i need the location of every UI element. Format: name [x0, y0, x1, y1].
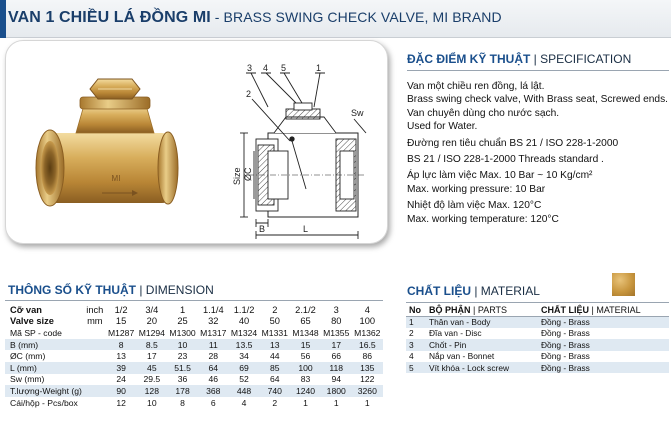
- callout-1: 1: [316, 63, 322, 73]
- material-row: [406, 362, 669, 373]
- dimension-cell: 3/4: [145, 304, 159, 315]
- dimension-row: [5, 350, 383, 362]
- material-no: 3: [406, 339, 426, 350]
- material-part: Đĩa van - Disc: [429, 328, 482, 339]
- label-phi-c: ØC: [243, 167, 253, 181]
- dimension-cell: 2: [272, 397, 278, 408]
- dimension-cell: 17: [321, 339, 352, 351]
- brass-swatch: [612, 273, 635, 296]
- dimension-heading-en: DIMENSION: [145, 283, 214, 297]
- dimension-cell: 86: [362, 351, 373, 362]
- dimension-cell: 178: [167, 385, 198, 397]
- material-no: 1: [406, 316, 426, 327]
- dimension-row-label: B (mm): [5, 339, 84, 351]
- title-en: - BRASS SWING CHECK VALVE, MI BRAND: [210, 9, 502, 25]
- dimension-cell: 1240: [290, 385, 321, 397]
- dimension-cell: M1294: [138, 327, 165, 338]
- dimension-cell: 29.5: [143, 374, 161, 385]
- material-heading-vi: CHẤT LIỆU: [407, 284, 471, 298]
- material-col-material-vi: CHẤT LIỆU: [541, 305, 589, 316]
- dimension-cell: 56: [300, 351, 311, 362]
- product-photo-panel: [5, 40, 388, 244]
- dimension-cell: 15: [115, 316, 127, 327]
- dimension-cell: 12: [116, 397, 126, 408]
- material-divider: [406, 302, 669, 303]
- dimension-cell: 2: [272, 304, 278, 315]
- dimension-cell: 36: [177, 374, 188, 385]
- dimension-cell: 64: [269, 374, 280, 385]
- dimension-cell: 13: [116, 351, 126, 362]
- dimension-cell: 45: [136, 362, 167, 374]
- dimension-cell: 3: [333, 304, 339, 315]
- dimension-cell: 1/2: [114, 304, 128, 315]
- material-row: [406, 351, 669, 362]
- material-row: [406, 328, 669, 339]
- callout-5: 5: [281, 63, 287, 73]
- spec-line: Used for Water.: [407, 121, 478, 133]
- dimension-row: [5, 362, 383, 374]
- material-part: Thân van - Body: [426, 316, 538, 327]
- label-size: Size: [232, 167, 242, 185]
- dimension-cell: 1: [333, 397, 339, 408]
- dimension-cell: 2.1/2: [295, 304, 316, 315]
- material-col-part-vi: BỘ PHẬN: [429, 305, 471, 316]
- dimension-row-label: Cái/hộp - Pcs/box: [10, 397, 78, 408]
- dimension-row-unit: [84, 327, 106, 339]
- material-value: Đồng - Brass: [541, 328, 590, 339]
- spec-line: Max. working pressure: 10 Bar: [407, 183, 546, 195]
- dimension-row-unit: [84, 339, 106, 351]
- spec-line: Áp lực làm việc Max. 10 Bar ~ 10 Kg/cm²: [407, 170, 593, 182]
- material-value: Đồng - Brass: [541, 351, 590, 362]
- spec-text: [407, 80, 669, 226]
- dimension-cell: 1: [364, 397, 370, 408]
- dimension-row-unit: [84, 362, 106, 374]
- dimension-cell: 8: [106, 339, 137, 351]
- dimension-cell: 85: [259, 362, 290, 374]
- dimension-row-label: L (mm): [5, 362, 84, 374]
- dimension-row-label: Valve size: [10, 316, 54, 327]
- dimension-cell: 1: [179, 304, 186, 315]
- dimension-heading-vi: THÔNG SỐ KỸ THUẬT: [8, 283, 136, 297]
- spec-divider: [407, 70, 669, 71]
- spec-line: Max. working temperature: 120°C: [407, 213, 559, 225]
- spec-line: Brass swing check valve, With Brass seat, Screwed ends.: [407, 94, 669, 106]
- dimension-row: [5, 385, 383, 397]
- dimension-cell: 1800: [321, 385, 352, 397]
- dimension-cell: 32: [208, 316, 219, 327]
- material-col-material-en: MATERIAL: [596, 305, 641, 316]
- valve-photo: [36, 79, 178, 206]
- material-row: [406, 339, 669, 350]
- dimension-cell: 83: [300, 374, 311, 385]
- dimension-cell: 740: [259, 385, 290, 397]
- valve-illustration: [6, 41, 388, 244]
- material-heading: CHẤT LIỆU | MATERIAL: [407, 284, 540, 298]
- title-bar: [0, 0, 671, 38]
- dimension-cell: 100: [290, 362, 321, 374]
- dimension-row: [5, 339, 383, 351]
- dimension-cell: 448: [229, 385, 260, 397]
- title-vi: VAN 1 CHIỀU LÁ ĐỒNG MI: [8, 9, 211, 26]
- callout-3: 3: [247, 63, 253, 73]
- spec-line: Nhiệt độ làm việc Max. 120°C: [407, 200, 542, 212]
- dimension-cell: 90: [106, 385, 137, 397]
- dimension-cell: 44: [269, 351, 280, 362]
- material-heading-en: MATERIAL: [480, 284, 540, 298]
- dimension-cell: M1362: [354, 327, 381, 338]
- dimension-cell: 52: [239, 374, 249, 385]
- callout-4: 4: [263, 63, 269, 73]
- material-col-no: No: [406, 305, 426, 316]
- dimension-heading: THÔNG SỐ KỸ THUẬT | DIMENSION: [8, 283, 214, 297]
- label-sw: Sw: [351, 108, 364, 118]
- spec-line: Van một chiều ren đồng, lá lật.: [407, 81, 545, 92]
- dimension-cell: 80: [331, 316, 342, 327]
- material-part: Nắp van - Bonnet: [429, 351, 495, 362]
- material-part: Chốt - Pin: [426, 339, 538, 350]
- dimension-cell: 46: [208, 374, 219, 385]
- dimension-row: [5, 374, 383, 386]
- dimension-cell: 25: [177, 316, 188, 327]
- material-row: [406, 316, 669, 327]
- dimension-row-unit: [84, 374, 106, 386]
- dimension-row-label: ØC (mm): [10, 351, 46, 362]
- dimension-cell: 40: [238, 316, 250, 327]
- dimension-cell: 4: [241, 397, 247, 408]
- label-l: L: [303, 224, 309, 234]
- material-col-material: CHẤT LIỆU | MATERIAL: [538, 305, 669, 316]
- dimension-row-label: Mã SP - code: [10, 327, 62, 338]
- dimension-cell: 368: [198, 385, 229, 397]
- dimension-cell: 15: [290, 339, 321, 351]
- dimension-cell: 1.1/2: [233, 304, 255, 315]
- dimension-cell: 10: [147, 397, 157, 408]
- dimension-cell: 100: [359, 316, 376, 327]
- dimension-cell: 28: [208, 351, 219, 362]
- material-header-row: [406, 305, 669, 316]
- dimension-cell: 39: [106, 362, 137, 374]
- material-no: 2: [409, 328, 414, 339]
- dimension-cell: 34: [239, 351, 249, 362]
- spec-line: BS 21 / ISO 228-1-2000 Threads standard .: [407, 154, 604, 166]
- dimension-cell: 8: [180, 397, 185, 408]
- dimension-row-label: T.lượng-Weight (g): [5, 385, 84, 397]
- dimension-row: [5, 327, 383, 339]
- dimension-cell: 11: [198, 339, 229, 351]
- dimension-cell: 118: [321, 362, 352, 374]
- dimension-row: [5, 316, 383, 328]
- material-value: Đồng - Brass: [538, 316, 669, 327]
- dimension-cell: 128: [136, 385, 167, 397]
- dimension-cell: M1287: [107, 327, 135, 338]
- material-no: 4: [409, 351, 414, 362]
- label-b: B: [259, 224, 266, 234]
- dimension-row-unit: inch: [86, 304, 104, 315]
- dimension-cell: 6: [210, 397, 216, 408]
- material-value: Đồng - Brass: [538, 362, 669, 373]
- dimension-row-unit: [84, 385, 106, 397]
- dimension-cell: 13: [259, 339, 290, 351]
- dimension-cell: M1317: [200, 327, 227, 338]
- dimension-table: [5, 304, 383, 408]
- material-table: [406, 305, 669, 373]
- dimension-cell: M1324: [230, 327, 258, 338]
- dimension-cell: 65: [300, 316, 311, 327]
- dimension-cell: 3260: [352, 385, 383, 397]
- spec-heading-en: SPECIFICATION: [540, 52, 632, 66]
- dimension-cell: 66: [331, 351, 342, 362]
- dimension-cell: M1331: [261, 327, 288, 338]
- dimension-row-label: Cỡ van: [10, 304, 42, 315]
- dimension-cell: 23: [177, 351, 188, 362]
- dimension-row: [5, 304, 383, 316]
- dimension-cell: 4: [364, 304, 370, 315]
- spec-line: Đường ren tiêu chuẩn BS 21 / ISO 228-1-2000: [407, 137, 619, 149]
- dimension-cell: M1300: [169, 327, 196, 338]
- dimension-cell: 69: [229, 362, 260, 374]
- dimension-cell: 1: [303, 397, 308, 408]
- material-col-part: BỘ PHẬN | PARTS: [426, 305, 538, 316]
- material-value: Đồng - Brass: [538, 339, 669, 350]
- dimension-cell: M1355: [323, 327, 350, 338]
- dimension-divider: [5, 300, 383, 301]
- callout-2: 2: [246, 89, 252, 99]
- spec-heading-vi: ĐẶC ĐIỂM KỸ THUẬT: [407, 52, 531, 66]
- title-accent: [0, 0, 6, 38]
- dimension-cell: 24: [116, 374, 126, 385]
- dimension-cell: 51.5: [167, 362, 198, 374]
- dimension-row-unit: [84, 397, 106, 409]
- dimension-row-unit: [84, 350, 106, 362]
- material-no: 5: [406, 362, 426, 373]
- dimension-cell: 8.5: [136, 339, 167, 351]
- dimension-cell: 1.1/4: [202, 304, 224, 315]
- dimension-cell: 64: [198, 362, 229, 374]
- dimension-cell: 94: [331, 374, 342, 385]
- material-part: Vít khóa - Lock screw: [426, 362, 538, 373]
- spec-heading: ĐẶC ĐIỂM KỸ THUẬT | SPECIFICATION: [407, 52, 632, 66]
- dimension-row-unit: mm: [87, 316, 103, 327]
- spec-line: Van chuyên dùng cho nước sạch.: [407, 107, 560, 119]
- dimension-row-label: Sw (mm): [10, 374, 45, 385]
- dimension-cell: 135: [352, 362, 383, 374]
- dimension-cell: 16.5: [352, 339, 383, 351]
- material-col-part-en: PARTS: [477, 305, 508, 316]
- svg-text:MI: MI: [111, 174, 121, 183]
- technical-drawing: [240, 73, 366, 239]
- dimension-cell: 50: [269, 316, 280, 327]
- dimension-cell: 20: [146, 316, 157, 327]
- dimension-cell: M1348: [292, 327, 319, 338]
- page-title: [8, 9, 502, 27]
- dimension-cell: 122: [360, 374, 375, 385]
- dimension-cell: 13.5: [229, 339, 260, 351]
- dimension-cell: 10: [167, 339, 198, 351]
- dimension-cell: 17: [147, 351, 157, 362]
- dimension-row: [5, 397, 383, 409]
